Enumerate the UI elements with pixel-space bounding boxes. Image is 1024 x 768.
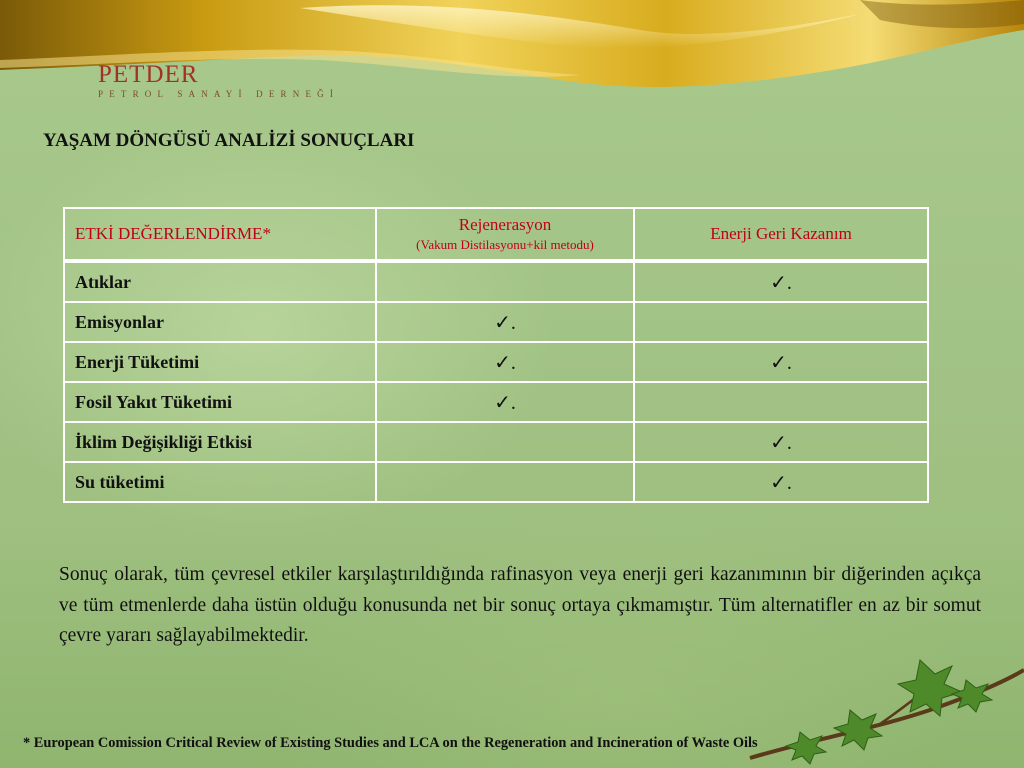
energy-recovery-cell: ✓. (634, 462, 928, 502)
table-row (64, 302, 928, 342)
regeneration-cell: ✓. (376, 342, 634, 382)
row-label: Atıklar (64, 261, 376, 302)
regeneration-cell: ✓. (376, 302, 634, 342)
row-label: Fosil Yakıt Tüketimi (64, 382, 376, 422)
table-row (64, 462, 928, 502)
row-label: Emisyonlar (64, 302, 376, 342)
conclusion-paragraph: Sonuç olarak, tüm çevresel etkiler karşılaştırıldığında rafinasyon veya enerji geri kazanımının bir diğerinden açıkça ve tüm etmenlerde daha üstün olduğu konusunda net bir sonuç ortaya çıkmamıştır. Tüm alternatifler en az bir somut çevre yararı sağlayabilmektedir. (59, 564, 981, 646)
regeneration-cell (376, 462, 634, 502)
row-label: Enerji Tüketimi (64, 342, 376, 382)
slide-title: YAŞAM DÖNGÜSÜ ANALİZİ SONUÇLARI (43, 130, 415, 151)
energy-recovery-cell (634, 382, 928, 422)
header-energy-recovery: Enerji Geri Kazanım (634, 208, 928, 261)
petder-logo (98, 62, 339, 99)
header-impact-assessment: ETKİ DEĞERLENDİRME* (64, 208, 376, 261)
header-regeneration (376, 208, 634, 261)
row-label: Su tüketimi (64, 462, 376, 502)
table-row (64, 382, 928, 422)
impact-table (63, 207, 929, 503)
footnote: * European Comission Critical Review of Existing Studies and LCA on the Regeneration and Incineration of Waste Oils (23, 735, 758, 751)
table-row (64, 342, 928, 382)
header-regeneration-label: Rejenerasyon (458, 215, 552, 234)
header-regeneration-sub: (Vakum Distilasyonu+kil metodu) (416, 237, 594, 252)
energy-recovery-cell: ✓. (634, 261, 928, 302)
energy-recovery-cell: ✓. (634, 342, 928, 382)
logo-name: PETDER (98, 61, 199, 88)
logo-subtitle: PETROL SANAYİ DERNEĞİ (98, 89, 340, 99)
energy-recovery-cell (634, 302, 928, 342)
regeneration-cell: ✓. (376, 382, 634, 422)
table-row (64, 422, 928, 462)
regeneration-cell (376, 261, 634, 302)
ivy-branch-decoration (730, 640, 1024, 768)
regeneration-cell (376, 422, 634, 462)
energy-recovery-cell: ✓. (634, 422, 928, 462)
row-label: İklim Değişikliği Etkisi (64, 422, 376, 462)
table-header-row (64, 208, 928, 261)
table-row (64, 261, 928, 302)
